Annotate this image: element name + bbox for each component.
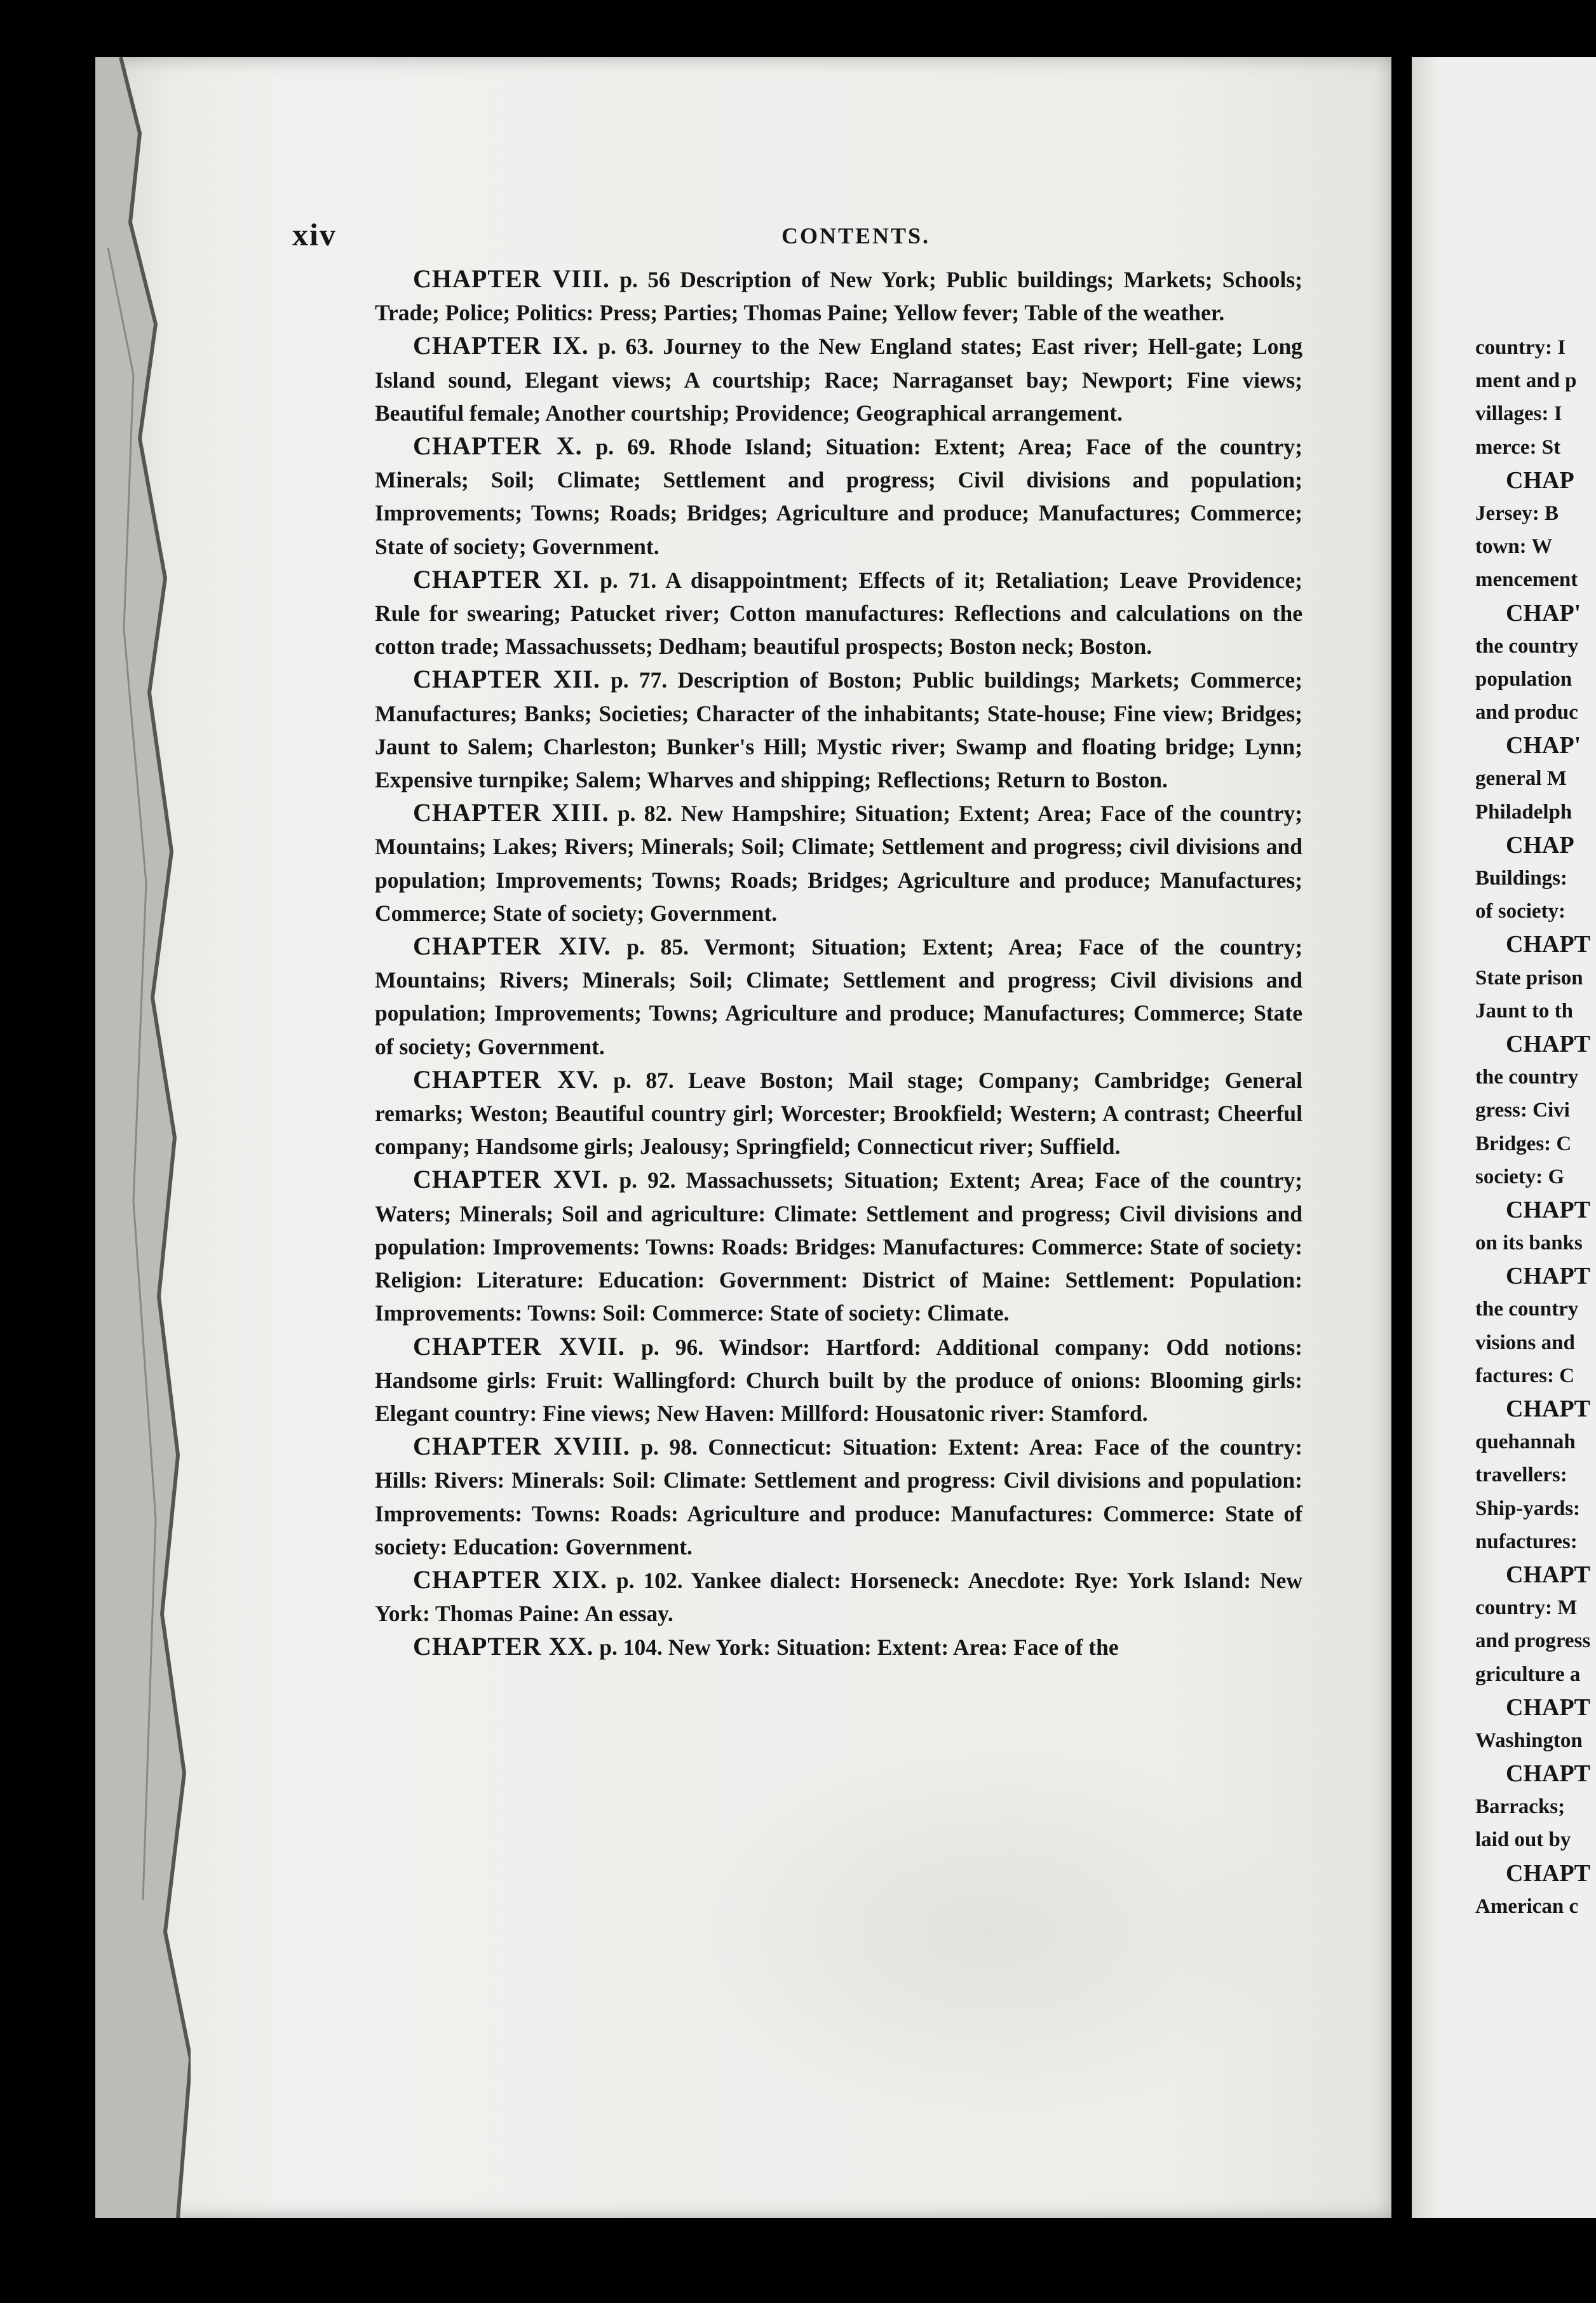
paper-stain <box>667 1741 1302 2123</box>
facing-page-line: CHAPT <box>1506 1694 1590 1721</box>
chapter-summary: p. 56 Description of New York; Public buildings; Markets; Schools; Trade; Police; Politics: Press; Parties; Thomas Paine; Yellow fever; Table of the weather. <box>375 267 1302 326</box>
facing-page-line: CHAPT <box>1506 931 1590 958</box>
chapter-summary: p. 63. Journey to the New England states; East river; Hell-gate; Long Island sound, Elegant views; A courtship; Race; Narraganset bay; Newport; Fine views; Beautiful female; Another courtship; Providence; Geographical arrangement. <box>375 334 1302 426</box>
contents-entry <box>375 1430 1302 1563</box>
facing-page-line: laid out by <box>1475 1828 1571 1852</box>
chapter-summary: p. 92. Massachussets; Situation; Extent; Area; Face of the country; Waters; Minerals; Soil and agriculture: Climate: Settlement and progress; Civil divisions and population: Improvements: Towns: Roads: Bridges: Manufactures: Commerce: State of society: Religion: Literature: Education: Government: District of Maine: Settlement: Population: Improvements: Towns: Soil: Commerce: State of society: Climate. <box>375 1167 1302 1326</box>
facing-page-line: travellers: <box>1475 1464 1567 1487</box>
facing-page-line: the country <box>1475 1298 1579 1321</box>
contents-entry <box>375 663 1302 796</box>
facing-page-line: CHAPT <box>1506 1263 1590 1290</box>
facing-page-line: on its banks <box>1475 1232 1583 1255</box>
chapter-heading: CHAPTER XI. <box>413 564 590 594</box>
facing-book-page <box>1412 57 1596 2218</box>
chapter-summary: p. 87. Leave Boston; Mail stage; Company; Cambridge; General remarks; Weston; Beautiful country girl; Worcester; Brookfield; Western; A contrast; Cheerful company; Handsome girls; Jealousy; Springfield; Connecticut river; Suffield. <box>375 1067 1302 1160</box>
chapter-summary: p. 98. Connecticut: Situation: Extent: Area: Face of the country: Hills: Rivers: Minerals: Soil: Climate: Settlement and progress: Civil divisions and population: Improvements: Towns: Roads: Agriculture and produce: Manufactures: Commerce: State of society: Education: Government. <box>375 1434 1302 1559</box>
facing-page-line: and progress <box>1475 1629 1591 1653</box>
chapter-heading: CHAPTER XX. <box>413 1632 594 1661</box>
chapter-summary: p. 77. Description of Boston; Public buildings; Markets; Commerce; Manufactures; Banks; Societies; Character of the inhabitants; State-house; Fine view; Bridges; Jaunt to Salem; Charleston; Bunker's Hill; Mystic river; Swamp and floating bridge; Lynn; Expensive turnpike; Salem; Wharves and shipping; Reflections; Return to Boston. <box>375 667 1303 793</box>
contents-list <box>375 262 1302 1664</box>
contents-entry <box>375 563 1302 663</box>
facing-page-line: State prison <box>1475 966 1583 989</box>
facing-page-line: the country <box>1475 1066 1579 1089</box>
chapter-summary: p. 96. Windsor: Hartford: Additional company: Odd notions: Handsome girls: Fruit: Wallingford: Church built by the produce of onions: Blooming girls: Elegant country: Fine views; New Haven: Millford: Housatonic river: Stamford. <box>375 1334 1302 1426</box>
facing-page-line: Buildings: <box>1475 867 1567 890</box>
facing-page-line: CHAP <box>1506 466 1574 494</box>
facing-page-line: CHAPT <box>1506 1396 1590 1422</box>
page-header <box>292 216 1315 254</box>
facing-page-line: ment and p <box>1475 369 1577 393</box>
facing-page-line: Washington <box>1475 1729 1583 1752</box>
facing-page-line: visions and <box>1475 1331 1575 1354</box>
facing-page-line: of society: <box>1475 900 1566 923</box>
contents-entry <box>375 1163 1302 1329</box>
chapter-summary: p. 69. Rhode Island; Situation: Extent; Area; Face of the country; Minerals; Soil; Climate; Settlement and progress; Civil divisions and population; Improvements; Towns; Roads; Bridges; Agriculture and produce; Manufactures; Commerce; State of society; Government. <box>375 434 1302 559</box>
facing-page-text <box>1475 331 1596 1923</box>
facing-page-line: CHAPT <box>1506 1030 1590 1057</box>
facing-page-line: society: G <box>1475 1165 1565 1188</box>
facing-page-line: gress: Civi <box>1475 1099 1570 1122</box>
chapter-heading: CHAPTER IX. <box>413 331 589 360</box>
chapter-heading: CHAPTER XIII. <box>413 798 609 827</box>
contents-entry <box>375 1330 1302 1430</box>
facing-page-line: Ship-yards: <box>1475 1497 1581 1520</box>
facing-page-line: CHAPT <box>1506 1760 1590 1788</box>
chapter-heading: CHAPTER XVII. <box>413 1331 625 1361</box>
chapter-summary: p. 102. Yankee dialect: Horseneck: Anecdote: Rye: York Island: New York: Thomas Paine: An essay. <box>375 1567 1303 1627</box>
facing-page-line: population <box>1475 667 1572 691</box>
contents-entry <box>375 262 1302 329</box>
facing-page-line: and produc <box>1475 701 1578 724</box>
facing-page-line: Philadelph <box>1475 800 1572 824</box>
facing-page-line: CHAP <box>1506 831 1574 859</box>
chapter-summary: p. 82. New Hampshire; Situation; Extent; Area; Face of the country; Mountains; Lakes; Rivers; Minerals; Soil; Climate; Settlement and progress; civil divisions and population; Improvements; Towns; Roads; Bridges; Agriculture and produce; Manufactures; Commerce; State of society; Government. <box>375 801 1302 926</box>
facing-page-line: American c <box>1475 1894 1579 1918</box>
facing-page-line: quehannah <box>1475 1430 1576 1454</box>
page-number: xiv <box>292 217 337 252</box>
contents-entry <box>375 1063 1302 1164</box>
facing-page-line: Jaunt to th <box>1475 999 1574 1022</box>
chapter-summary: p. 104. New York: Situation: Extent: Area: Face of the <box>593 1634 1119 1661</box>
chapter-heading: CHAPTER XII. <box>413 665 600 694</box>
chapter-heading: CHAPTER XIX. <box>413 1565 607 1594</box>
chapter-heading: CHAPTER VIII. <box>413 264 610 293</box>
facing-page-line: country: I <box>1475 336 1566 359</box>
chapter-summary: p. 85. Vermont; Situation; Extent; Area; Face of the country; Mountains; Rivers; Minerals; Soil; Climate; Settlement and progress; Civil divisions and population; Improvements; Towns; Agriculture and produce; Manufactures; Commerce; State of society; Government. <box>375 934 1303 1059</box>
running-title: CONTENTS. <box>781 223 931 248</box>
facing-page-line: CHAPT <box>1506 1561 1590 1588</box>
chapter-heading: CHAPTER XVIII. <box>413 1432 630 1461</box>
facing-page-line: CHAPT <box>1506 1196 1590 1223</box>
facing-page-line: general M <box>1475 767 1567 791</box>
facing-page-line: town: W <box>1475 535 1553 559</box>
facing-page-line: Jersey: B <box>1475 501 1559 525</box>
facing-page-line: CHAP' <box>1506 599 1581 627</box>
contents-entry <box>375 1630 1302 1664</box>
contents-entry <box>375 1563 1302 1630</box>
facing-page-line: country: M <box>1475 1596 1578 1620</box>
chapter-heading: CHAPTER XV. <box>413 1064 599 1094</box>
facing-page-line: Barracks; <box>1475 1795 1566 1819</box>
facing-page-line: factures: C <box>1475 1364 1575 1387</box>
facing-page-line: griculture a <box>1475 1662 1581 1686</box>
facing-page-line: mencement <box>1475 568 1578 592</box>
facing-page-line: Bridges: C <box>1475 1132 1572 1155</box>
chapter-heading: CHAPTER XVI. <box>413 1165 609 1194</box>
contents-entry <box>375 329 1302 430</box>
facing-page-line: villages: I <box>1475 402 1562 426</box>
facing-page-line: the country <box>1475 634 1579 658</box>
torn-page-edge <box>95 57 191 2218</box>
facing-page-line: CHAP' <box>1506 732 1581 759</box>
chapter-heading: CHAPTER XIV. <box>413 932 611 961</box>
contents-entry <box>375 796 1302 930</box>
chapter-summary: p. 71. A disappointment; Effects of it; Retaliation; Leave Providence; Rule for swearing; Patucket river; Cotton manufactures: Reflections and calculations on the cotton trade; Massachussets; Dedham; beautiful prospects; Boston neck; Boston. <box>375 567 1302 660</box>
facing-page-line: nufactures: <box>1475 1530 1578 1553</box>
chapter-heading: CHAPTER X. <box>413 431 583 461</box>
facing-page-line: merce: St <box>1475 435 1561 459</box>
facing-page-line: CHAPT <box>1506 1859 1590 1887</box>
contents-entry <box>375 930 1302 1063</box>
contents-entry <box>375 430 1302 563</box>
